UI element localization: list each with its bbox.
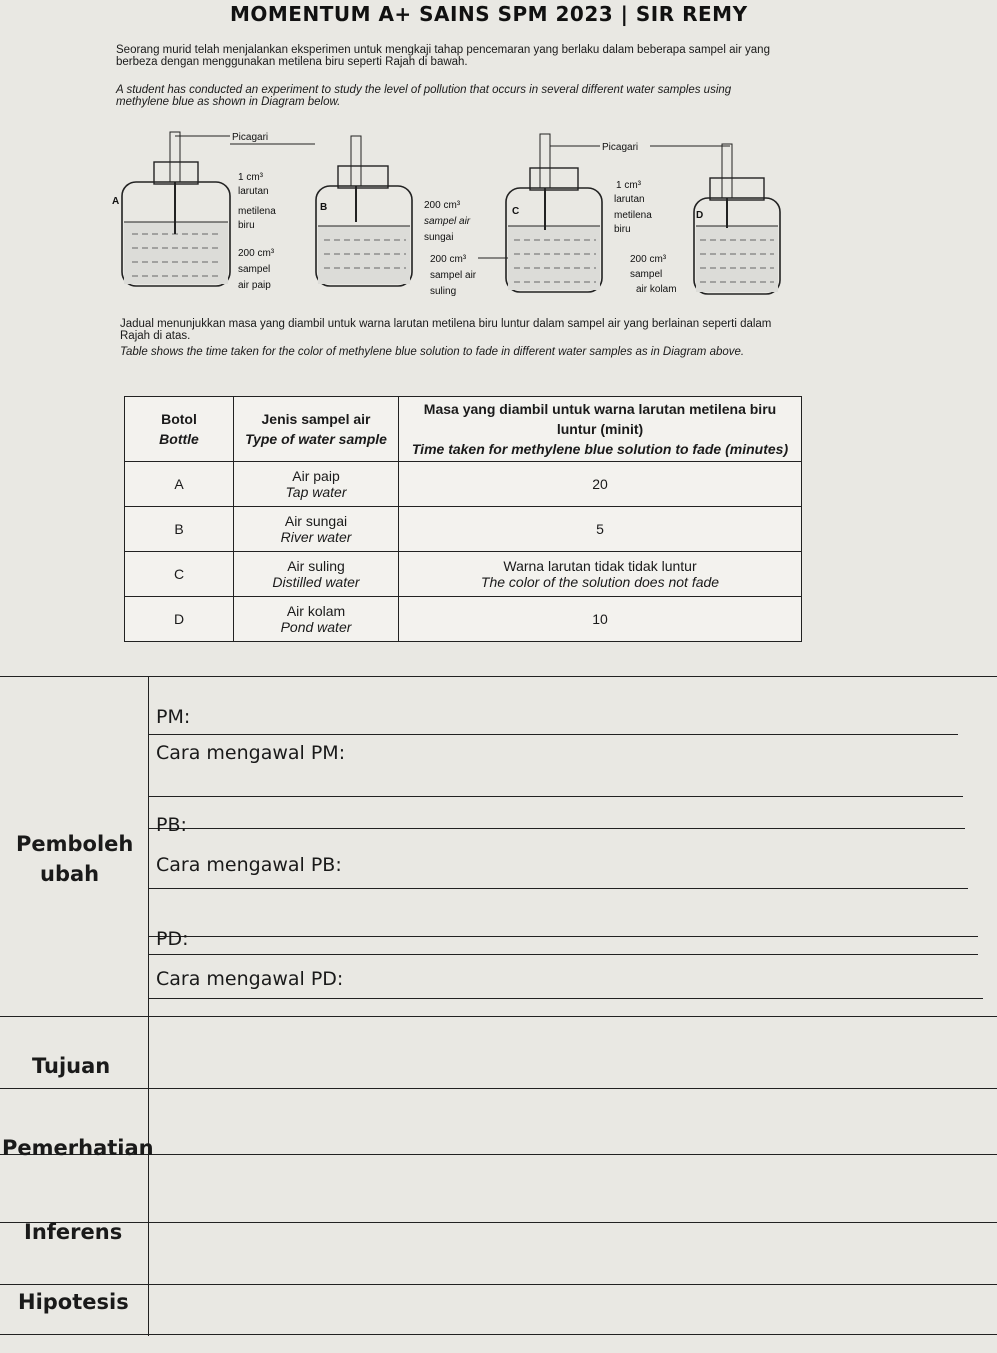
divider [148,954,978,955]
header-time-ms: Masa yang diambil untuk warna larutan metilena biru luntur (minit) [423,401,777,437]
table-row [125,462,802,507]
divider [0,1284,997,1285]
cell-type [234,462,399,507]
divider [148,828,965,829]
intro-malay: Seorang murid telah menjalankan eksperimen untuk mengkaji tahap pencemaran yang berlaku dalam beberapa sampel air yang berbeza dengan menggunakan metilena biru seperti Rajah di bawah. [116,44,770,68]
label-pd: PD: [156,928,189,950]
divider [148,936,978,937]
sampel-air-c: sampel air [430,270,477,281]
label-pb: PB: [156,814,187,836]
vol-1-a: 1 cm³ [238,172,263,183]
bottle-d [694,144,780,294]
caption-malay: Jadual menunjukkan masa yang diambil untuk warna larutan metilena biru luntur dalam sampel air yang berlainan seperti dalam Rajah di atas. [120,318,772,342]
cell-bottle: A [125,462,234,507]
sampel-a: sampel [238,264,271,275]
cell-type-ms: Air kolam [286,603,346,619]
label-pm: PM: [156,706,191,728]
bottle-b-label: B [320,202,328,213]
cell-time: 10 [399,597,802,642]
label-ubah: ubah [40,862,100,886]
label-cara-pd: Cara mengawal PD: [156,968,344,990]
cell-type-ms: Air paip [292,468,340,484]
divider [0,1334,997,1335]
header-time [399,397,802,462]
table-row [125,507,802,552]
label-hipotesis: Hipotesis [18,1290,129,1314]
cell-type-en: River water [280,529,352,545]
label-cara-pm: Cara mengawal PM: [156,742,346,764]
vol-200-b: 200 cm³ [424,200,461,211]
metilena-d: metilena [614,210,652,221]
label-cara-pb: Cara mengawal PB: [156,854,342,876]
divider [0,1222,997,1223]
cell-time [399,552,802,597]
vol-200-c: 200 cm³ [430,254,467,265]
header-time-en: Time taken for methylene blue solution to fade (minutes) [411,441,789,457]
header-bottle-en: Bottle [159,431,199,447]
caption-english: Table shows the time taken for the color of methylene blue solution to fade in different water samples as in Diagram above. [120,346,745,358]
table-row [125,552,802,597]
divider [148,998,983,999]
page-header: MOMENTUM A+ SAINS SPM 2023 | SIR REMY [230,2,748,26]
divider [148,796,963,797]
cell-time: 20 [399,462,802,507]
divider [148,888,968,889]
bottle-c [506,134,602,292]
vol-1-d: 1 cm³ [616,180,641,191]
cell-type-en: Distilled water [272,574,360,590]
cell-type-ms: Air sungai [284,513,348,529]
table-header-row [125,397,802,462]
divider [148,734,958,735]
answer-table [0,676,997,1353]
cell-type-ms: Air suling [287,558,345,574]
label-pemerhatian: Pemerhatian [2,1136,154,1160]
header-bottle [125,397,234,462]
vol-200-a: 200 cm³ [238,248,275,259]
label-inferens: Inferens [24,1220,123,1244]
larutan-d: larutan [614,194,645,205]
header-type [234,397,399,462]
header-bottle-ms: Botol [161,411,197,427]
cell-type [234,552,399,597]
air-paip-label: air paip [238,280,271,291]
cell-bottle: C [125,552,234,597]
picagari-label-left: Picagari [232,132,269,143]
results-table [124,396,802,642]
metilena-a: metilena [238,206,276,217]
table-row [125,597,802,642]
cell-time-en: The color of the solution does not fade [480,574,720,590]
picagari-label-right: Picagari [602,142,639,153]
experiment-diagram [110,122,810,312]
sungai-label: sungai [424,232,454,243]
cell-time-ms: Warna larutan tidak tidak luntur [503,558,697,574]
biru-d: biru [614,224,631,235]
cell-bottle: B [125,507,234,552]
cell-type-en: Pond water [280,619,352,635]
divider [0,1016,997,1017]
divider [0,1088,997,1089]
bottle-d-label: D [696,210,704,221]
cell-time: 5 [399,507,802,552]
bottle-b [316,136,412,286]
sampel-air-b: sampel air [424,216,471,227]
cell-bottle: D [125,597,234,642]
bottle-c-label: C [512,206,520,217]
label-tujuan: Tujuan [32,1054,111,1078]
suling-label: suling [430,286,457,297]
bottle-a [122,132,230,286]
sampel-d: sampel [630,269,663,280]
vol-200-d: 200 cm³ [630,254,667,265]
intro-english: A student has conducted an experiment to study the level of pollution that occurs in several different water samples using methylene blue as shown in Diagram below. [116,84,732,108]
larutan-a: larutan [238,186,269,197]
biru-a: biru [238,220,255,231]
header-type-ms: Jenis sampel air [261,411,371,427]
air-kolam-label: air kolam [636,284,677,295]
cell-type-en: Tap water [285,484,347,500]
divider [148,676,149,1336]
header-type-en: Type of water sample [245,431,387,447]
divider [0,676,997,677]
cell-type [234,507,399,552]
label-pemboleh: Pemboleh [16,832,134,856]
cell-type [234,597,399,642]
bottle-a-label: A [112,196,120,207]
